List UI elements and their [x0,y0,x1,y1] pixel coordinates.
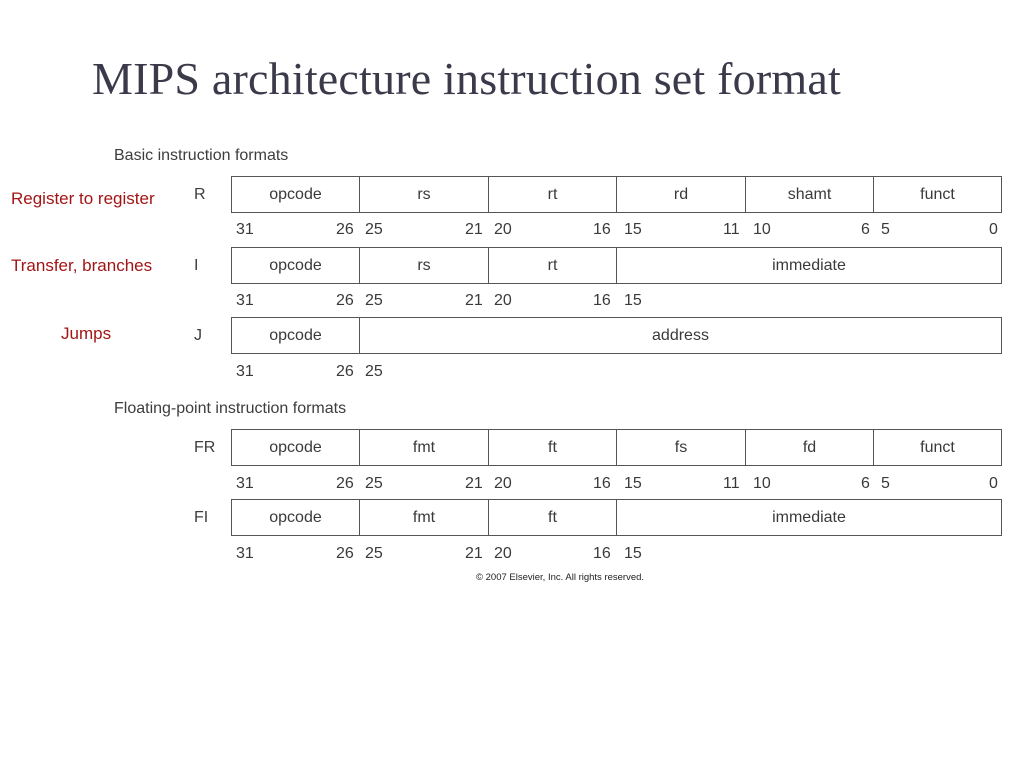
bit-label: 31 [236,292,254,309]
basic-formats-heading: Basic instruction formats [114,147,289,164]
i-format-letter: I [194,257,199,274]
bit-label: 26 [336,221,354,238]
i-field-immediate: immediate [772,256,846,274]
fi-bit-positions [231,545,1002,565]
bit-label: 0 [989,221,998,238]
bit-label: 20 [494,292,512,309]
bit-label: 15 [624,221,642,238]
bit-label: 20 [494,221,512,238]
r-format-letter: R [194,186,206,203]
bit-label: 6 [861,475,870,492]
bit-label: 10 [753,221,771,238]
fi-format-row [231,499,1002,536]
bit-label: 16 [593,292,611,309]
fr-field-fs: fs [617,430,746,465]
fr-bit-positions [231,475,1002,495]
floating-formats-heading: Floating-point instruction formats [114,400,347,417]
jumps-label: Jumps [61,324,112,343]
fi-field-fmt: fmt [360,500,489,535]
j-format-row [231,317,1002,354]
bit-label: 31 [236,475,254,492]
fi-field-ft: ft [489,500,617,535]
bit-label: 21 [465,545,483,562]
r-field-rs: rs [360,177,489,212]
bit-label: 11 [723,221,740,238]
j-field-address: address [652,326,709,344]
i-field-rs: rs [360,248,489,283]
bit-label: 5 [881,475,890,492]
bit-label: 20 [494,545,512,562]
bit-label: 16 [593,475,611,492]
r-field-funct: funct [920,185,955,203]
bit-label: 16 [593,221,611,238]
bit-label: 6 [861,221,870,238]
bit-label: 25 [365,545,383,562]
bit-label: 21 [465,475,483,492]
fi-field-immediate: immediate [772,508,846,526]
fi-format-letter: FI [194,509,209,526]
j-bit-positions [231,363,1002,383]
i-format-row [231,247,1002,284]
r-field-rd: rd [617,177,746,212]
fr-field-funct: funct [920,438,955,456]
bit-label: 16 [593,545,611,562]
bit-label: 25 [365,292,383,309]
bit-label: 5 [881,221,890,238]
r-field-shamt: shamt [746,177,874,212]
bit-label: 20 [494,475,512,492]
register-to-register-label: Register to register [11,189,155,208]
bit-label: 10 [753,475,771,492]
bit-label: 31 [236,545,254,562]
r-format-row [231,176,1002,213]
i-bit-positions [231,292,1002,312]
bit-label: 26 [336,292,354,309]
bit-label: 31 [236,221,254,238]
i-field-rt: rt [489,248,617,283]
r-field-opcode: opcode [232,177,360,212]
bit-label: 21 [465,292,483,309]
fr-field-opcode: opcode [232,430,360,465]
i-field-opcode: opcode [232,248,360,283]
bit-label: 11 [723,475,740,492]
fr-format-letter: FR [194,439,216,456]
bit-label: 21 [465,221,483,238]
bit-label: 15 [624,292,642,309]
fr-field-fd: fd [746,430,874,465]
bit-label: 26 [336,545,354,562]
bit-label: 26 [336,363,354,380]
page-title: MIPS architecture instruction set format [92,53,841,104]
bit-label: 25 [365,363,383,380]
bit-label: 15 [624,545,642,562]
fr-format-row [231,429,1002,466]
bit-label: 0 [989,475,998,492]
r-field-rt: rt [489,177,617,212]
transfer-branches-label: Transfer, branches [11,256,153,275]
j-format-letter: J [194,327,202,344]
fr-field-ft: ft [489,430,617,465]
bit-label: 26 [336,475,354,492]
bit-label: 31 [236,363,254,380]
bit-label: 25 [365,221,383,238]
r-bit-positions [231,221,1002,241]
copyright-notice: © 2007 Elsevier, Inc. All rights reserved. [476,572,645,583]
j-field-opcode: opcode [232,318,360,353]
bit-label: 15 [624,475,642,492]
fr-field-fmt: fmt [360,430,489,465]
fi-field-opcode: opcode [232,500,360,535]
bit-label: 25 [365,475,383,492]
